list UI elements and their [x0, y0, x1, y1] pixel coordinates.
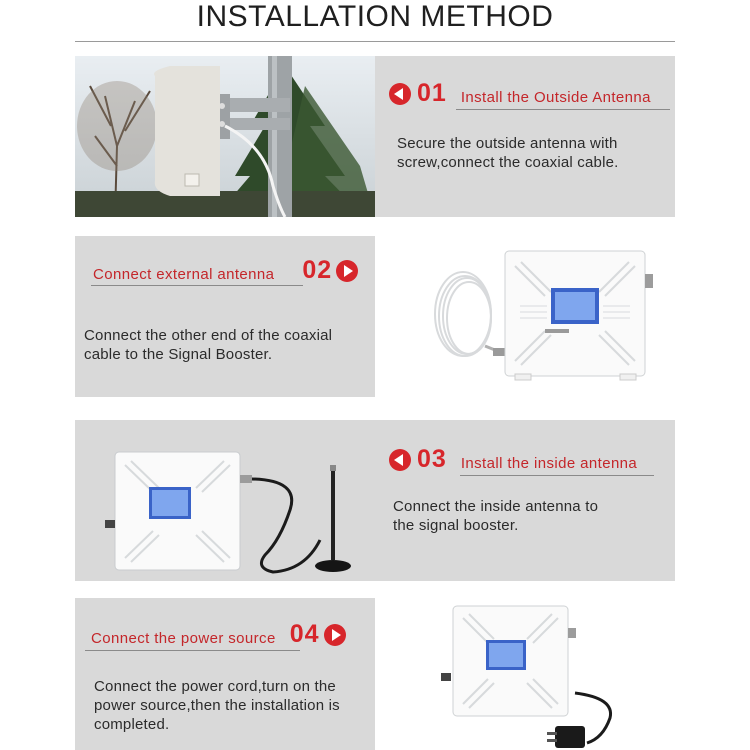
arrow-right-circle-icon — [324, 624, 346, 646]
arrow-left-circle-icon — [389, 449, 411, 471]
title-divider — [75, 41, 675, 42]
step-1-underline — [456, 109, 670, 110]
step-1-heading — [389, 79, 651, 108]
step-4-title: Connect the power source — [91, 630, 276, 647]
arrow-right-circle-icon — [336, 260, 358, 282]
arrow-left-circle-icon — [389, 83, 411, 105]
step-4-description: Connect the power cord,turn on the power source,then the installation is completed. — [94, 678, 340, 733]
step-4-number: 04 — [289, 620, 320, 648]
step-3-heading — [389, 445, 637, 474]
outside-antenna-photo — [75, 56, 375, 217]
step-3-description: Connect the inside antenna to the signal booster. — [393, 498, 599, 534]
step-1-title: Install the Outside Antenna — [460, 89, 651, 106]
booster-with-power-adapter-image — [375, 598, 675, 750]
step-2-underline — [91, 285, 303, 286]
step-4-underline — [85, 650, 300, 651]
booster-with-inside-antenna-image — [75, 420, 375, 581]
step-2-title: Connect external antenna — [93, 266, 275, 283]
page-title: INSTALLATION METHOD — [196, 0, 554, 33]
step-2-heading — [93, 256, 358, 285]
step-3-title: Install the inside antenna — [460, 455, 638, 472]
step-1-number: 01 — [417, 79, 447, 107]
step-2-description: Connect the other end of the coaxial cable to the Signal Booster. — [84, 327, 333, 363]
step-4-heading — [91, 620, 346, 649]
booster-with-cable-image — [375, 236, 675, 397]
step-2-number: 02 — [302, 256, 333, 284]
step-1-description: Secure the outside antenna with screw,connect the coaxial cable. — [397, 135, 619, 171]
step-3-number: 03 — [417, 445, 447, 473]
step-3-underline — [460, 475, 654, 476]
